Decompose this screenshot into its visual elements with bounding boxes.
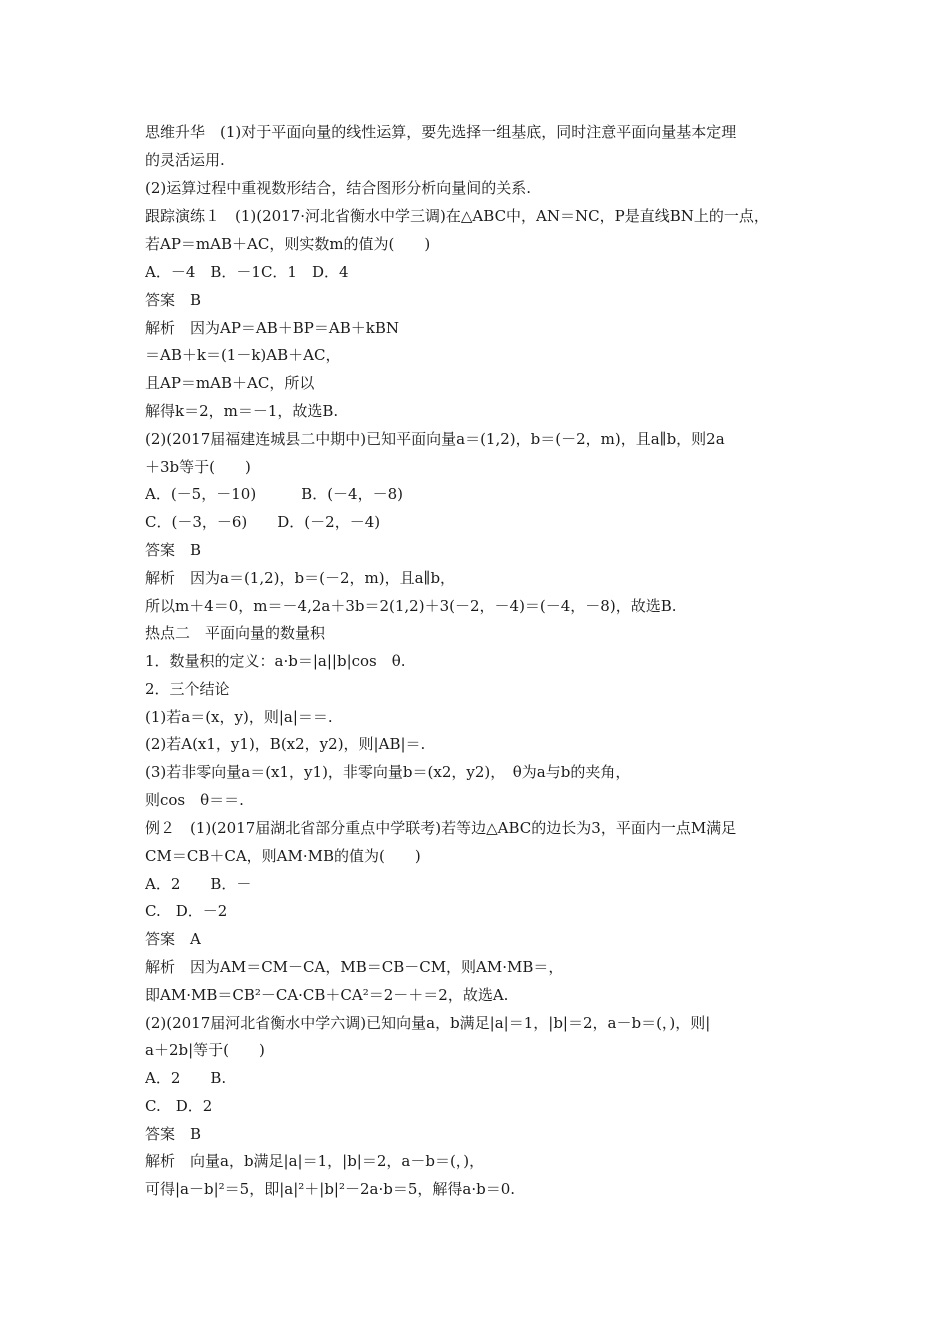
text-line: A．－4 B．－1C．1 D．4 bbox=[145, 263, 349, 281]
text-line: CM＝CB＋CA，则AM·MB的值为( ) bbox=[145, 847, 421, 865]
text-line: 即AM·MB＝CB²－CA·CB＋CA²＝2－＋＝2，故选A. bbox=[145, 986, 509, 1004]
text-line: 例２ (1)(2017届湖北省部分重点中学联考)若等边△ABC的边长为3，平面内一点M满足 bbox=[145, 819, 737, 837]
text-line: C. D．2 bbox=[145, 1097, 213, 1115]
text-line: a＋2b|等于( ) bbox=[145, 1041, 265, 1059]
text-line: A．2 B. bbox=[145, 1069, 227, 1087]
text-line: 思维升华 (1)对于平面向量的线性运算，要先选择一组基底，同时注意平面向量基本定理 bbox=[145, 123, 737, 141]
text-line: 则cos θ＝＝. bbox=[145, 791, 244, 809]
text-line: ＝AB＋k＝(1－k)AB＋AC， bbox=[145, 346, 341, 364]
text-line: A．(－5，－10) B．(－4，－8) bbox=[145, 485, 403, 503]
text-line: 答案 B bbox=[145, 1125, 202, 1143]
text-line: 若AP＝mAB＋AC，则实数m的值为( ) bbox=[145, 235, 431, 253]
text-line: 解得k＝2，m＝－1，故选B. bbox=[145, 402, 339, 420]
text-line: 2．三个结论 bbox=[145, 680, 230, 698]
text-line: (2)运算过程中重视数形结合，结合图形分析向量间的关系. bbox=[145, 179, 532, 197]
text-line: 答案 B bbox=[145, 541, 202, 559]
text-line: (2)若A(x1，y1)，B(x2，y2)，则|AB|＝. bbox=[145, 735, 426, 753]
text-line: 的灵活运用. bbox=[145, 151, 225, 169]
text-line: (3)若非零向量a＝(x1，y1)，非零向量b＝(x2，y2)， θ为a与b的夹角， bbox=[145, 763, 631, 781]
text-line: C．(－3，－6) D．(－2，－4) bbox=[145, 513, 381, 531]
text-line: 答案 B bbox=[145, 291, 202, 309]
text-line: ＋3b等于( ) bbox=[145, 458, 251, 476]
text-line: 且AP＝mAB＋AC，所以 bbox=[145, 374, 315, 392]
text-line: (2)(2017届福建连城县二中期中)已知平面向量a＝(1,2)，b＝(－2，m)，且a∥b，则2a bbox=[145, 430, 725, 448]
text-line: 解析 因为a＝(1,2)，b＝(－2，m)，且a∥b， bbox=[145, 569, 456, 587]
text-line: 1．数量积的定义：a·b＝|a||b|cos θ. bbox=[145, 652, 406, 670]
text-line: 解析 向量a，b满足|a|＝1，|b|＝2，a－b＝(，)， bbox=[145, 1152, 485, 1170]
text-line: (2)(2017届河北省衡水中学六调)已知向量a，b满足|a|＝1，|b|＝2，a－b＝(，)，则| bbox=[145, 1014, 711, 1032]
text-line: A．2 B．－ bbox=[145, 875, 252, 893]
text-line: (1)若a＝(x，y)，则|a|＝＝. bbox=[145, 708, 333, 726]
text-line: 可得|a－b|²＝5，即|a|²＋|b|²－2a·b＝5，解得a·b＝0. bbox=[145, 1180, 516, 1198]
text-line: 跟踪演练１ (1)(2017·河北省衡水中学三调)在△ABC中，AN＝NC，P是直线BN上的一点， bbox=[145, 207, 769, 225]
text-line: 所以m＋4＝0，m＝－4,2a＋3b＝2(1,2)＋3(－2，－4)＝(－4，－8)，故选B. bbox=[145, 597, 677, 615]
text-line: 热点二 平面向量的数量积 bbox=[145, 624, 326, 642]
text-line: C. D．－2 bbox=[145, 902, 228, 920]
text-line: 答案 A bbox=[145, 930, 201, 948]
text-line: 解析 因为AM＝CM－CA，MB＝CB－CM，则AM·MB＝， bbox=[145, 958, 564, 976]
text-line: 解析 因为AP＝AB＋BP＝AB＋kBN bbox=[145, 319, 399, 337]
